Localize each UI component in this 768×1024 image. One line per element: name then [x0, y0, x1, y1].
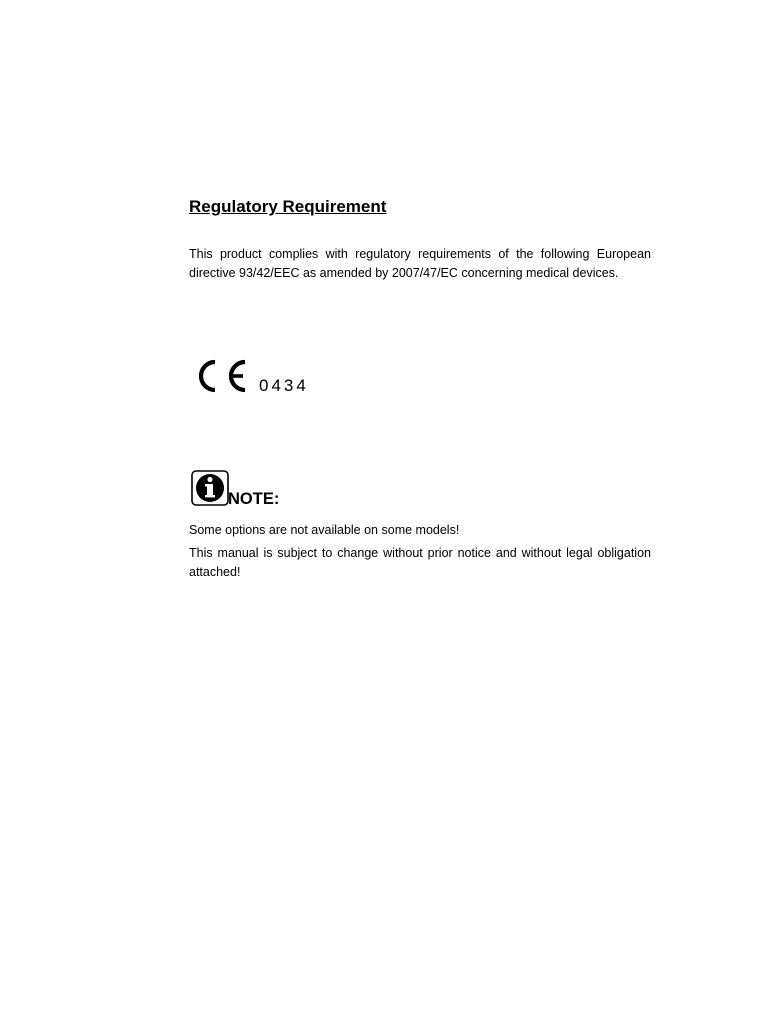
page-title: Regulatory Requirement — [189, 197, 387, 216]
info-icon — [191, 470, 229, 506]
compliance-paragraph: This product complies with regulatory requirements of the following European directive 93/42/EEC as amended by 2007/47/EC concerning medical devices. — [189, 247, 651, 280]
ce-certification — [189, 354, 389, 400]
note-line: Some options are not available on some models! — [189, 523, 460, 537]
note-line: This manual is subject to change without prior notice and without legal obligation attached! — [189, 546, 651, 579]
note-label: NOTE: — [228, 490, 280, 508]
ce-mark-icon — [193, 358, 247, 394]
notified-body-number: 0434 — [259, 376, 309, 395]
note-header — [189, 468, 489, 508]
